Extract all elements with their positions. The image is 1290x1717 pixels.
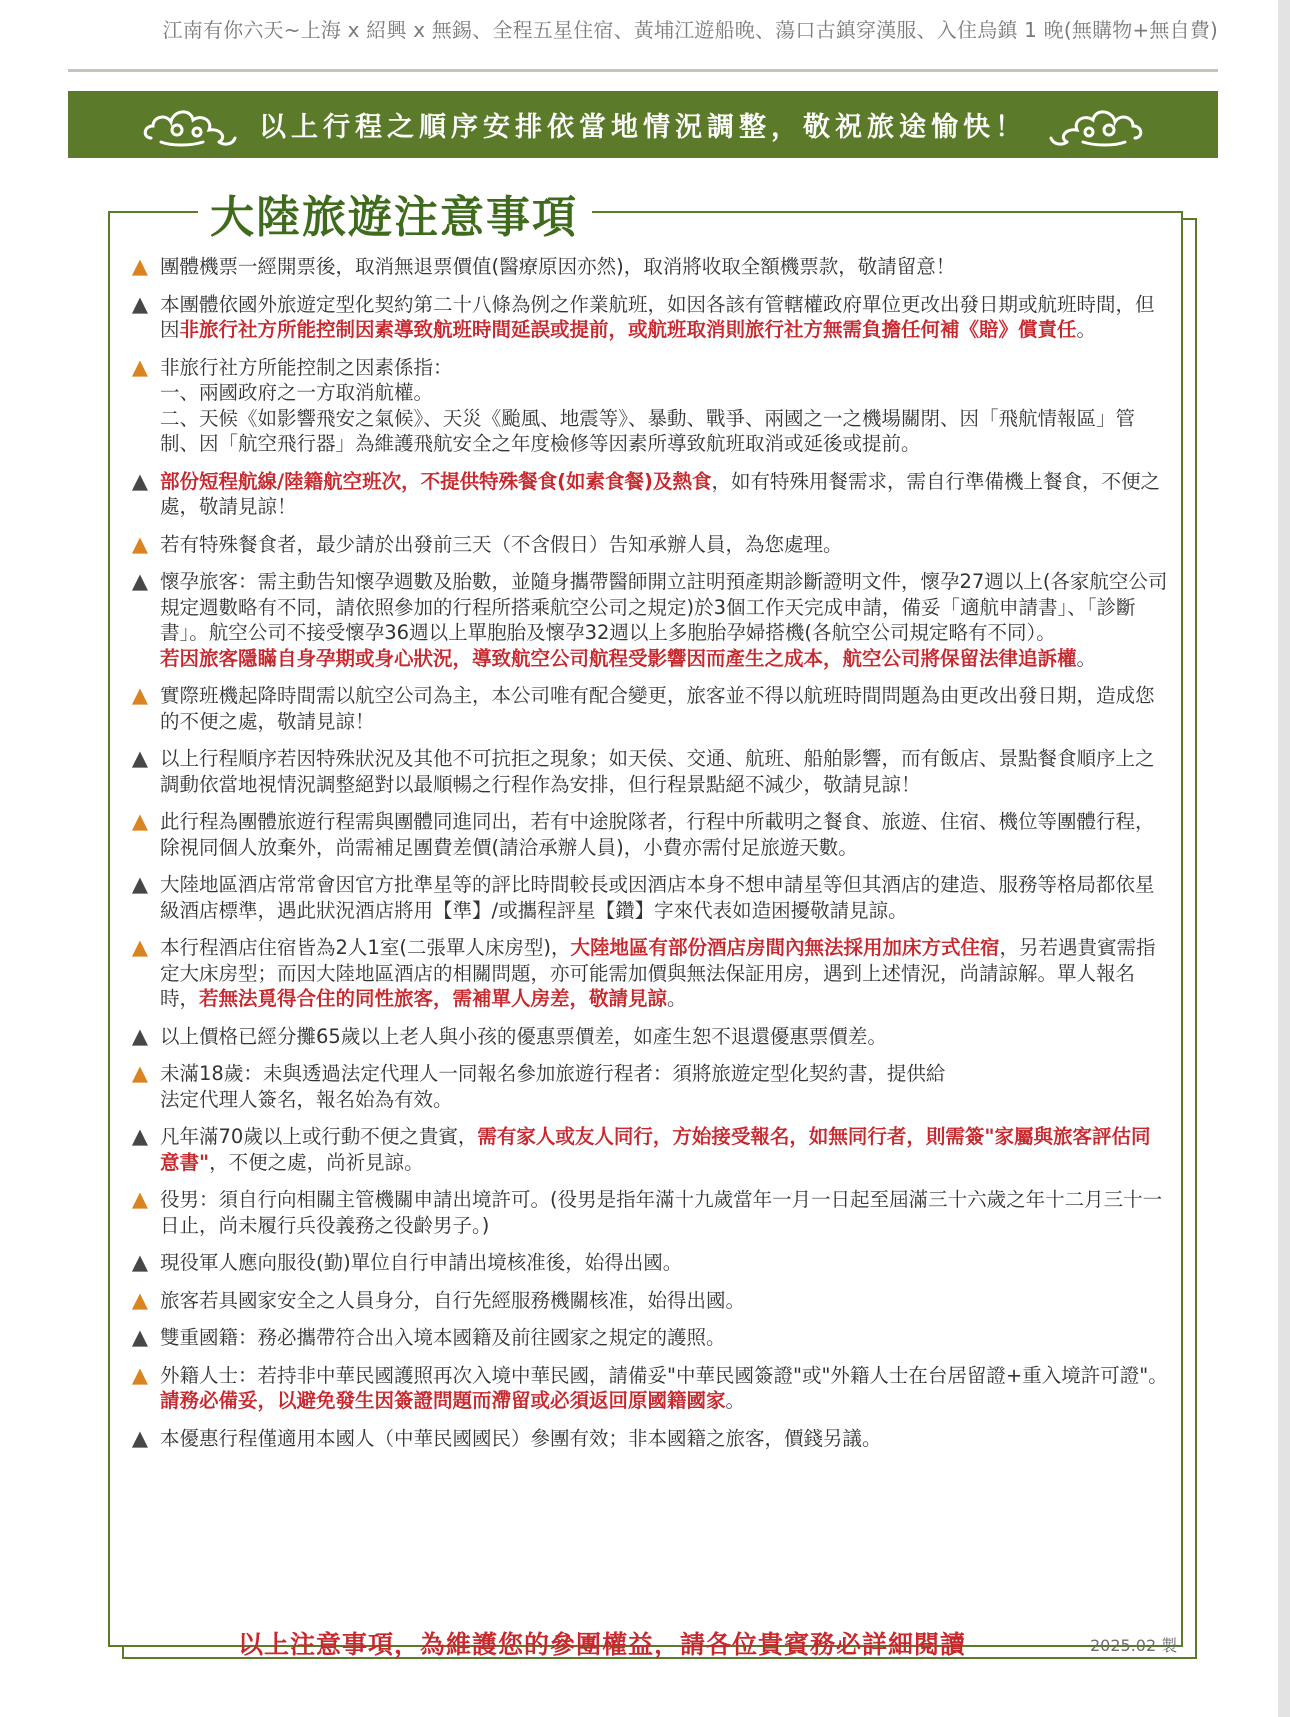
notice-item <box>128 355 1168 457</box>
notice-segment: 本優惠行程僅適用本國人（中華民國國民）參團有效；非本國籍之旅客，價錢另議。 <box>160 1426 882 1450</box>
notice-emphasis: 若因旅客隱瞞自身孕期或身心狀況，導致航空公司航程受影響因而產生之成本，航空公司將保留法律追訴權 <box>160 646 1077 670</box>
notice-text <box>160 532 1168 558</box>
warning-triangle-icon: ▲ <box>131 1425 149 1450</box>
notice-text <box>160 1288 1168 1314</box>
notice-item <box>128 746 1168 797</box>
warning-triangle-icon: ▲ <box>131 809 149 833</box>
notice-segment: 若有特殊餐食者，最少請於出發前三天（不含假日）告知承辦人員，為您處理。 <box>160 532 843 556</box>
notice-segment: 大陸地區酒店常常會因官方批準星等的評比時間較長或因酒店本身不想申請星等但其酒店的建造、服務等格局都依星級酒店標準，遇此狀況酒店將用【準】/或攜程評星【鑽】字來代表如造困擾敬請見諒。 <box>160 873 1155 922</box>
notice-text <box>160 1426 1168 1452</box>
notice-item <box>128 569 1168 671</box>
warning-triangle-icon: ▲ <box>131 291 149 316</box>
notice-title: 大陸旅遊注意事項 <box>198 190 592 246</box>
notice-text <box>160 1363 1168 1414</box>
notice-segment: 以上價格已經分攤65歲以上老人與小孩的優惠票價差，如產生恕不退還優惠票價差。 <box>160 1024 887 1048</box>
notice-item <box>128 292 1168 343</box>
notice-segment: 役男：須自行向相關主管機關申請出境許可。(役男是指年滿十九歲當年一月一日起至屆滿三十六歲之年十二月三十一日止，尚未履行兵役義務之役齡男子。) <box>160 1188 1163 1237</box>
warning-triangle-icon: ▲ <box>131 1362 149 1387</box>
notice-line: 未滿18歲：未與透過法定代理人一同報名參加旅遊行程者：須將旅遊定型化契約書，提供給 <box>160 1062 946 1085</box>
notice-segment: 本行程酒店住宿皆為2人1室(二張單人床房型)， <box>160 936 571 959</box>
auspicious-cloud-icon-left <box>141 98 237 152</box>
footer-note: 以上注意事項，為維護您的參團權益，請各位貴賓務必詳細閱讀 <box>238 1630 967 1659</box>
notice-text <box>160 569 1168 671</box>
warning-triangle-icon: ▲ <box>131 569 149 593</box>
notice-line: 法定代理人簽名，報名始為有效。 <box>160 1087 453 1111</box>
notice-item <box>128 1325 1168 1351</box>
notice-text <box>160 746 1168 797</box>
notice-item <box>128 872 1168 923</box>
notice-text <box>160 1024 1168 1050</box>
notice-emphasis: 若無法覓得合住的同性旅客，需補單人房差，敬請見諒 <box>199 987 668 1010</box>
notice-text <box>160 1124 1168 1175</box>
notice-text <box>160 872 1168 923</box>
notice-line: 二、天候《如影響飛安之氣候》、天災《颱風、地震等》、暴動、戰爭、兩國之一之機場關閉、因「飛航情報區」管制、因「航空飛行器」為維護飛航安全之年度檢修等因素所導致航班取消或延後或提前。 <box>160 406 1136 455</box>
notice-emphasis: 請務必備妥，以避免發生因簽證問題而滯留或必須返回原國籍國家 <box>160 1389 726 1412</box>
notice-item <box>128 935 1168 1012</box>
notice-item <box>128 683 1168 734</box>
notice-text <box>160 469 1168 520</box>
notice-text <box>160 1061 1168 1112</box>
warning-triangle-icon: ▲ <box>131 1023 149 1048</box>
warning-triangle-icon: ▲ <box>131 1187 149 1211</box>
notice-item <box>128 1061 1168 1112</box>
warning-triangle-icon: ▲ <box>131 872 149 896</box>
notice-text <box>160 355 1168 457</box>
notice-text <box>160 935 1168 1012</box>
warning-triangle-icon: ▲ <box>131 1061 149 1085</box>
warning-triangle-icon: ▲ <box>131 531 149 556</box>
warning-triangle-icon: ▲ <box>131 354 149 379</box>
warning-triangle-icon: ▲ <box>131 683 149 707</box>
notice-emphasis: 需有家人或友人同行，方始接受報名，如無同行者，則需簽"家屬與旅客評估同意書" <box>160 1125 1151 1174</box>
notice-line: 非旅行社方所能控制之因素係指： <box>160 355 453 379</box>
notice-text <box>160 683 1168 734</box>
notice-segment: 現役軍人應向服役(勤)單位自行申請出境核准後，始得出國。 <box>160 1251 683 1274</box>
warning-triangle-icon: ▲ <box>131 254 149 278</box>
notice-item <box>128 469 1168 520</box>
notice-segment: 實際班機起降時間需以航空公司為主，本公司唯有配合變更，旅客並不得以航班時間問題為由更改出發日期，造成您的不便之處，敬請見諒！ <box>160 684 1155 733</box>
notice-segment: 。 <box>1076 646 1097 670</box>
notice-segment: 凡年滿70歲以上或行動不便之貴賓， <box>160 1125 478 1148</box>
notice-list <box>128 254 1168 1463</box>
notice-item <box>128 1024 1168 1050</box>
trip-title-header: 江南有你六天~上海 x 紹興 x 無錫、全程五星住宿、黃埔江遊船晚、蕩口古鎮穿漢服、入住烏鎮 1 晚(無購物+無自費) <box>162 18 1218 42</box>
notice-segment: 雙重國籍：務必攜帶符合出入境本國籍及前往國家之規定的護照。 <box>160 1326 726 1349</box>
notice-item <box>128 1288 1168 1314</box>
warning-triangle-icon: ▲ <box>131 935 149 959</box>
notice-segment: 以上行程順序若因特殊狀況及其他不可抗拒之現象；如天侯、交通、航班、船舶影響，而有飯店、景點餐食順序上之調動依當地視情況調整絕對以最順暢之行程作為安排，但行程景點絕不減少，敬請見諒！ <box>160 747 1155 796</box>
notice-text <box>160 1187 1168 1238</box>
notice-segment: 外籍人士：若持非中華民國護照再次入境中華民國，請備妥"中華民國簽證"或"外籍人士在台居留證+重入境許可證"。 <box>160 1363 1168 1387</box>
notice-line: 一、兩國政府之一方取消航權。 <box>160 381 434 404</box>
notice-item <box>128 254 1168 280</box>
warning-triangle-icon: ▲ <box>131 1325 149 1349</box>
notice-segment: 。 <box>725 1389 746 1412</box>
warning-triangle-icon: ▲ <box>131 468 149 493</box>
scrollbar-track[interactable] <box>1278 0 1290 1717</box>
warning-triangle-icon: ▲ <box>131 746 149 770</box>
notice-item <box>128 1187 1168 1238</box>
notice-emphasis: 大陸地區有部份酒店房間內無法採用加床方式住宿 <box>570 936 1000 959</box>
notice-emphasis: 部份短程航線/陸籍航空班次，不提供特殊餐食(如素食餐)及熱食 <box>160 469 712 493</box>
notice-item <box>128 809 1168 860</box>
notice-segment: 此行程為團體旅遊行程需與團體同進同出，若有中途脫隊者，行程中所載明之餐食、旅遊、住宿、機位等團體行程，除視同個人放棄外，尚需補足團費差價(請洽承辦人員)，小費亦需付足旅遊天數。 <box>160 810 1155 859</box>
notice-segment: ，不便之處，尚祈見諒。 <box>209 1150 424 1174</box>
notice-segment: 懷孕旅客：需主動告知懷孕週數及胎數，並隨身攜帶醫師開立註明預產期診斷證明文件，懷孕27週以上(各家航空公司規定週數略有不同，請依照參加的行程所搭乘航空公司之規定)於3個工作天完成申請，備妥「適航申請書」、「診斷書」。航空公司不接受懷孕36週以上單胞胎及懷孕32週以上多胞胎孕婦搭機(各航空公司規定略有不同）。 <box>160 570 1168 644</box>
auspicious-cloud-icon-right <box>1049 98 1145 152</box>
itinerary-banner <box>68 91 1218 158</box>
notice-segment: 本團體依國外旅遊定型化契約第二十八條為例之作業航班，如因各該有管轄權政府單位更改出發日期或航班時間，但因 <box>160 292 1155 341</box>
notice-segment: 旅客若具國家安全之人員身分，自行先經服務機關核准，始得出國。 <box>160 1288 746 1312</box>
notice-segment: 。 <box>1076 318 1097 341</box>
notice-segment: ，另若遇貴賓需指定大床房型；而因大陸地區酒店的相關問題，亦可能需加價與無法保証用房，遇到上述情況，尚請諒解。單人報名時， <box>160 936 1156 1010</box>
warning-triangle-icon: ▲ <box>131 1250 149 1274</box>
notice-item <box>128 1124 1168 1175</box>
notice-segment: 團體機票一經開票後，取消無退票價值(醫療原因亦然)，取消將收取全額機票款，敬請留意！ <box>160 255 956 278</box>
notice-text <box>160 254 1168 280</box>
warning-triangle-icon: ▲ <box>131 1287 149 1312</box>
notice-text <box>160 292 1168 343</box>
notice-emphasis: 非旅行社方所能控制因素導致航班時間延誤或提前，或航班取消則旅行社方無需負擔任何補《賠》償責任 <box>179 318 1077 341</box>
notice-segment: ，如有特殊用餐需求，需自行準備機上餐食，不便之處，敬請見諒！ <box>160 469 1160 518</box>
header-divider <box>68 69 1218 72</box>
notice-item <box>128 1363 1168 1414</box>
notice-text <box>160 1325 1168 1351</box>
warning-triangle-icon: ▲ <box>131 1124 149 1148</box>
notice-segment: 。 <box>667 987 687 1010</box>
notice-item <box>128 1250 1168 1276</box>
date-stamp: 2025.02 製 <box>1090 1636 1178 1655</box>
notice-item <box>128 1426 1168 1452</box>
notice-text <box>160 1250 1168 1276</box>
notice-text <box>160 809 1168 860</box>
notice-item <box>128 532 1168 558</box>
banner-message: 以上行程之順序安排依當地情況調整，敬祝旅途愉快！ <box>259 112 1027 143</box>
